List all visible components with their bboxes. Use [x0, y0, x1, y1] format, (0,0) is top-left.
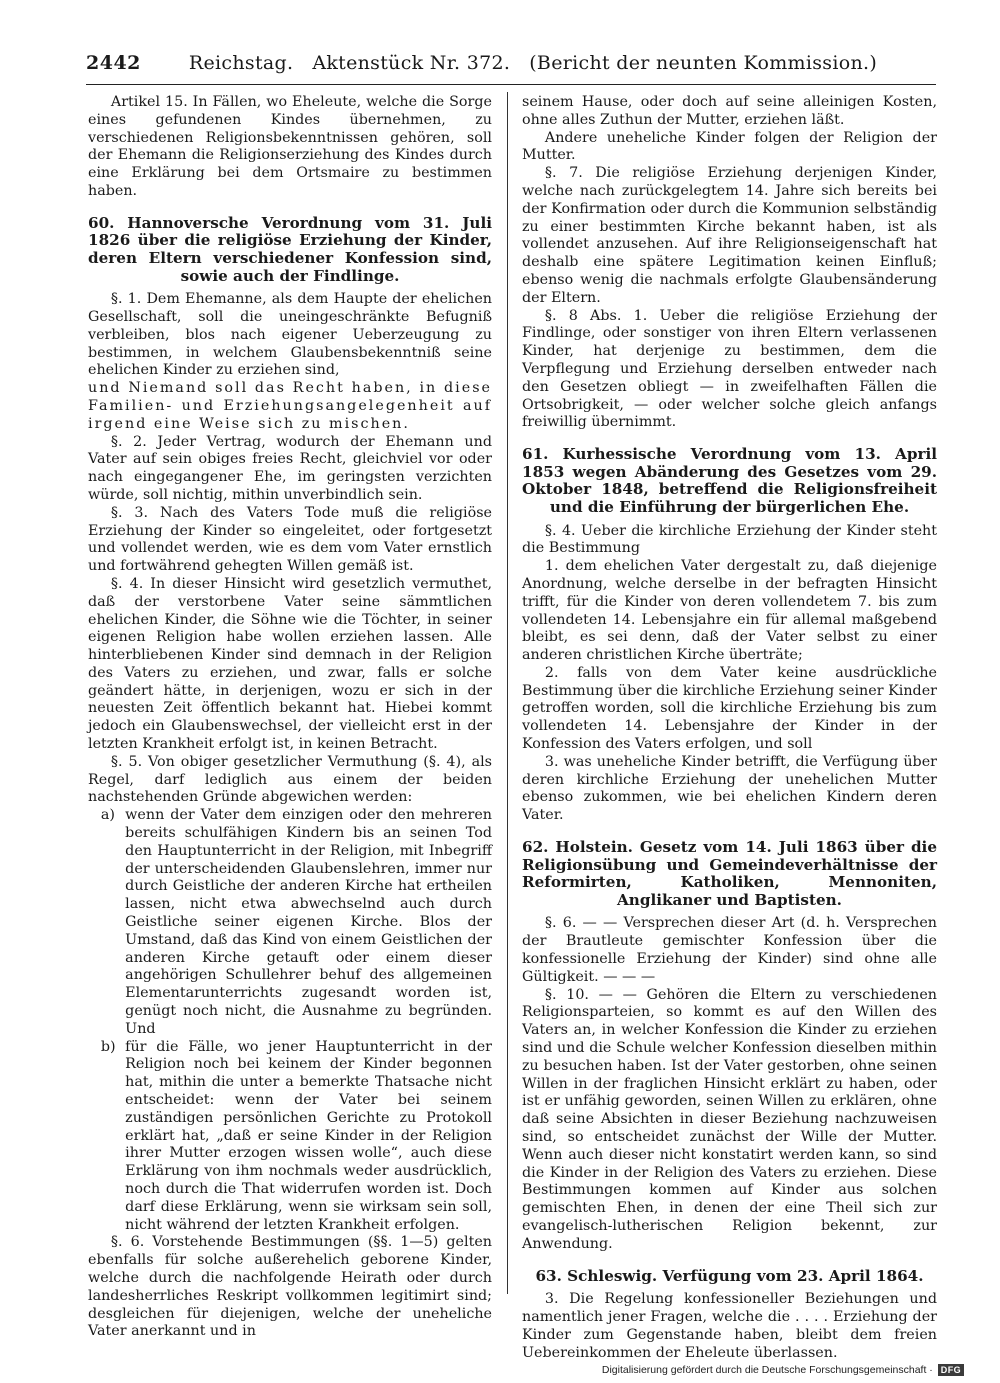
- page-number: 2442: [86, 52, 141, 74]
- list-marker-b: b): [100, 1038, 116, 1055]
- section-7-paragraph: §. 7. Die religiöse Erziehung derjenigen Kinder, welche nach zurückgelegtem 14. Jahre sich bereits bei der Konfirmation oder durch die Kommunion selbständig zu einer bestimmten Kirche bekannt haben, ist als vollendet anzusehen. Auf ihre Religionseigenschaft hat deshalb eine spätere Legitimation keinen Einfluß; ebenso wenig die nachmals erfolgte Glaubensänderung der Eltern.: [522, 165, 937, 306]
- numbered-item-2: 2. falls von dem Vater keine ausdrückliche Bestimmung über die kirchliche Erziehung seiner Kinder getroffen worden, soll die kirchliche Erziehung bis zum vollendeten 14. Lebensjahre der Kinder in der Konfession des Vaters erfolgen, und soll: [522, 664, 937, 753]
- section-1-spaced-paragraph: und Niemand soll das Recht haben, in diese Familien- und Erziehungsangelegenheit auf irgend eine Weise sich zu mischen.: [88, 380, 492, 432]
- section-4-paragraph: §. 4. In dieser Hinsicht wird gesetzlich vermuthet, daß der verstorbene Vater seine sämmtlichen ehelichen Kinder, die Söhne wie die Töchter, in seiner eigenen Religion habe wollen erziehen lassen. Alle hinterbliebenen Kinder sind demnach in der Religion des Vaters zu erziehen, und zwar, falls er solche geändert hätte, in derjenigen, wozu er sich in der neuesten Zeit öffentlich bekannt hat. Hiebei kommt jedoch ein Glaubenswechsel, der vielleicht erst in der letzten Krankheit erfolgt ist, in keinen Betracht.: [88, 575, 492, 753]
- digitization-credit: Digitalisierung gefördert durch die Deutsche Forschungsgemeinschaft ·: [601, 1364, 933, 1376]
- section-3-paragraph: §. 3. Nach des Vaters Tode muß die religiöse Erziehung der Kinder so eingeleitet, oder fortgesetzt und vollendet werden, wie es dem vom Vater ernstlich und fortwährend gehegten Willen gemäß ist.: [88, 504, 492, 575]
- list-marker-a: a): [100, 807, 115, 824]
- numbered-item-3: 3. was uneheliche Kinder betrifft, die Verfügung über deren kirchliche Erziehung der unehelichen Mutter ebenso zukommen, wie bei ehelichen Kindern deren Vater.: [522, 753, 937, 824]
- section-6-paragraph: §. 6. Vorstehende Bestimmungen (§§. 1—5) gelten ebenfalls für solche außerehelich geborene Kinder, welche durch die nachfolgende Heirath oder durch landesherrliches Reskript vollkommen legitimirt sind; desgleichen für diejenigen, welche der uneheliche Vater anerkannt und in: [88, 1234, 492, 1340]
- left-column: [88, 94, 492, 1341]
- section-5-paragraph: §. 5. Von obiger gesetzlicher Vermuthung (§. 4), als Regel, darf lediglich aus einem der beiden nachstehenden Gründe abgewichen werden:: [88, 753, 492, 806]
- running-title: Reichstag. Aktenstück Nr. 372. (Bericht der neunten Kommission.): [188, 52, 878, 74]
- column-divider: [507, 92, 508, 1294]
- holstein-section-10-paragraph: §. 10. — — Gehören die Eltern zu verschiedenen Religionsparteien, so kommt es auf den Willen des Vaters an, in welcher Konfession die Kinder zu erziehen sind und die Schule welcher Konfession dieselben mithin zu besuchen haben. Ist der Vater gestorben, ohne seinen Willen in der fraglichen Hinsicht erklärt zu haben, oder ist er unfähig geworden, seinen Willen zu erklären, ohne daß seine Absichten in dieser Beziehung nachzuweisen sind, so entscheidet zunächst der Wille der Mutter. Wenn auch dieser nicht konstatirt werden kann, so sind die Kinder in der Religion des Vaters zu erziehen. Diese Bestimmungen kommen auf Kinder aus solchen gemischten Ehen, in denen der eine Theil sich zur evangelisch-lutherischen Religion bekennt, zur Anwendung.: [522, 986, 937, 1252]
- article-15-paragraph: Artikel 15. In Fällen, wo Eheleute, welche die Sorge eines gefundenen Kindes übernehmen, zu verschiedenen Religionsbekenntnissen gehören, soll der Ehemann die Religionserziehung des Kindes durch eine Erklärung bei dem Ortsmaire zu bestimmen haben.: [88, 94, 492, 199]
- right-column: [522, 94, 937, 1362]
- section-62-heading: 62. Holstein. Gesetz vom 14. Juli 1863 über die Religionsübung und Gemeindeverhältnisse der Reformirten, Katholiken, Mennoniten, Anglikaner und Baptisten.: [522, 838, 937, 909]
- list-text-a: wenn der Vater dem einzigen oder den mehreren bereits schulfähigen Kindern bis an seinen Tod den Hauptunterricht in der Religion, mit Inbegriff der unterscheidenden Glaubenslehren, immer nur durch Geistliche der anderen Kirche hat ertheilen lassen, nicht etwa abwechselnd auch durch Geistliche seiner eigenen Kirche. Blos der Umstand, daß das Kind von einem Geistlichen der anderen Kirche getauft oder einem dieser angehörigen Schullehrer behuf des allgemeinen Elementarunterrichts zugesandt worden ist, genügt noch nicht, die Ausnahme zu begründen. Und: [125, 807, 492, 1037]
- section-8-paragraph: §. 8 Abs. 1. Ueber die religiöse Erziehung der Findlinge, oder sonstiger von ihren Eltern verlassenen Kinder, hat derjenige zu bestimmen, dem die Verpflegung und Erziehung derselben entweder nach den Gesetzen obliegt — in zweifelhaften Fällen die Ortsobrigkeit, — oder welcher solche gleich anfangs freiwillig übernimmt.: [522, 307, 937, 431]
- continuation-paragraph: seinem Hause, oder doch auf seine alleinigen Kosten, ohne alles Zuthun der Mutter, erziehen läßt.: [522, 94, 937, 128]
- section-1-paragraph: §. 1. Dem Ehemanne, als dem Haupte der ehelichen Gesellschaft, soll die uneingeschränkte Befugniß verbleiben, blos nach eigener Ueberzeugung zu bestimmen, in welchem Glaubensbekenntniß seine ehelichen Kinder zu erziehen sind,: [88, 291, 492, 379]
- holstein-section-6-paragraph: §. 6. — — Versprechen dieser Art (d. h. Versprechen der Brautleute gemischter Konfession über die konfessionelle Erziehung der Kinder) sind ohne alle Gültigkeit. — — —: [522, 915, 937, 985]
- page-header: [86, 52, 936, 80]
- digitization-footer: [602, 1364, 964, 1376]
- numbered-item-1: 1. dem ehelichen Vater dergestalt zu, daß diejenige Anordnung, welche derselbe in der befragten Hinsicht trifft, für die Kinder von deren vollendetem 7. bis zum vollendeten 14. Lebensjahre ein für allemal maßgebend bleibt, es sei denn, daß der Vater selbst zu einer anderen christlichen Kirche überträte;: [522, 558, 937, 664]
- section-63-heading: 63. Schleswig. Verfügung vom 23. April 1864.: [535, 1266, 924, 1285]
- illegitimate-children-paragraph: Andere uneheliche Kinder folgen der Religion der Mutter.: [522, 129, 937, 164]
- dfg-logo: DFG: [938, 1364, 964, 1376]
- list-text-b: für die Fälle, wo jener Hauptunterricht in der Religion noch bei keinem der Kinder begonnen hat, mithin die unter a bemerkte Thatsache nicht entscheidet: wenn der Vater bei seinem zuständigen persönlichen Gerichte zu Protokoll erklärt hat, „daß er seine Kinder in der Religion ihrer Mutter erzogen wissen wolle“, auch diese Erklärung von ihm nochmals weder ausdrücklich, noch durch die That widerrufen worden ist. Doch darf diese Erklärung, wenn sie wirksam sein soll, nicht während der letzten Krankheit erfolgen.: [125, 1038, 492, 1233]
- section-2-paragraph: §. 2. Jeder Vertrag, wodurch der Ehemann und Vater auf sein obiges freies Recht, gleichviel vor oder nach eingegangener Ehe, im geringsten verzichten würde, soll nichtig, mithin unverbindlich sein.: [88, 433, 492, 503]
- header-rule: [86, 84, 936, 85]
- list-item-a: [88, 807, 492, 1038]
- list-item-b: [88, 1039, 492, 1235]
- section-61-heading: 61. Kurhessische Verordnung vom 13. April 1853 wegen Abänderung des Gesetzes vom 29. Oktober 1848, betreffend die Religionsfreiheit und die Einführung der bürgerlichen Ehe.: [522, 445, 937, 516]
- section-60-heading: 60. Hannoversche Verordnung vom 31. Juli 1826 über die religiöse Erziehung der Kinder, deren Eltern verschiedener Konfession sind, sowie auch der Findlinge.: [88, 213, 492, 285]
- schleswig-paragraph: 3. Die Regelung konfessioneller Beziehungen und namentlich jener Fragen, welche die . . . . Erziehung der Kinder zum Gegenstande haben, bleibt dem freien Uebereinkommen der Eheleute überlassen.: [522, 1291, 937, 1361]
- kurhessen-section-4-paragraph: §. 4. Ueber die kirchliche Erziehung der Kinder steht die Bestimmung: [522, 522, 937, 557]
